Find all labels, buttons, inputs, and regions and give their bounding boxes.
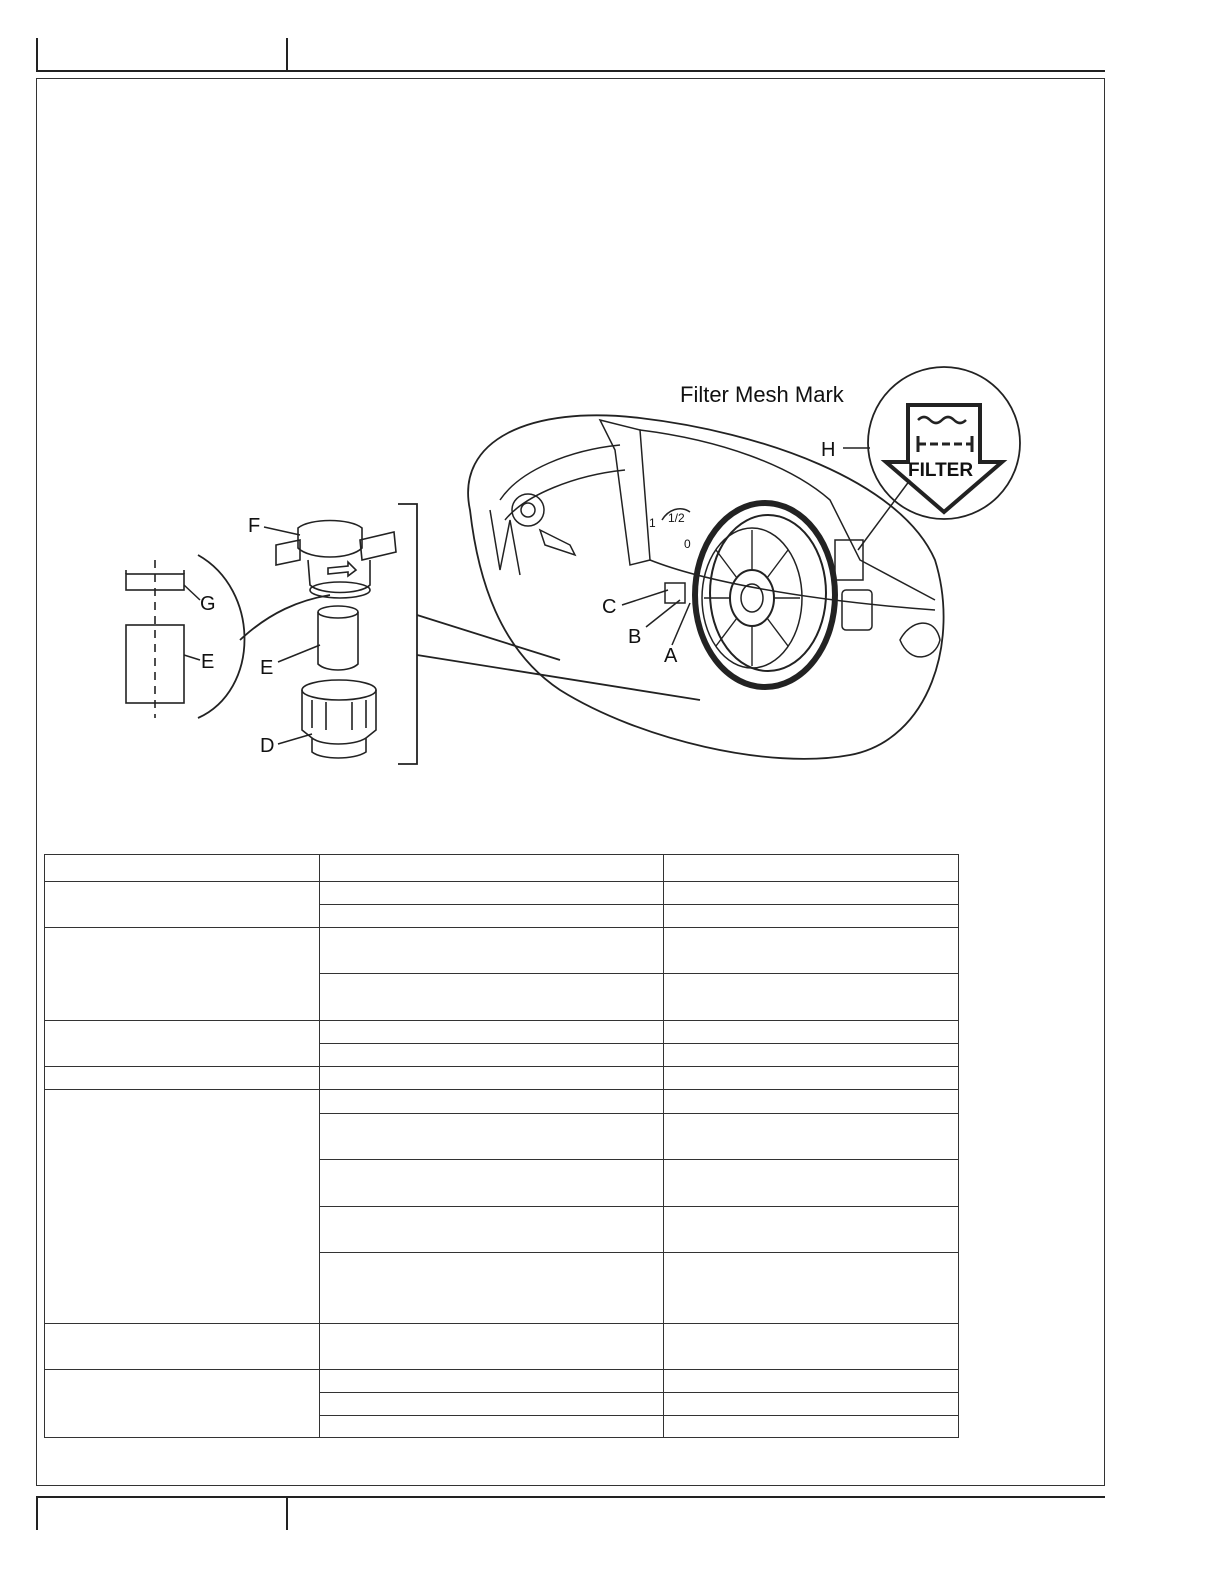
footer-divider-tick: [286, 1496, 288, 1530]
connector-line-top: [417, 615, 560, 660]
table-cell: [45, 1323, 320, 1369]
callout-d: D: [260, 735, 275, 757]
callout-e: E: [260, 657, 274, 679]
callout-b: B: [628, 626, 642, 648]
callout-a: A: [664, 645, 678, 667]
table-cell: [45, 1089, 320, 1323]
filter-head: [298, 521, 362, 558]
filter-arrow-icon: [886, 405, 1002, 512]
spec-table: [44, 854, 959, 1438]
squeegee-bracket: [540, 530, 575, 555]
table-cell: [45, 1066, 320, 1089]
table-cell: [664, 1323, 959, 1369]
table-cell: [320, 1323, 664, 1369]
table-cell: [320, 1043, 664, 1066]
table-cell: [664, 1253, 959, 1323]
table-cell: [320, 1207, 664, 1253]
table-cell: [664, 1089, 959, 1113]
callout-g: G: [200, 593, 216, 615]
exploded-bracket: [398, 504, 417, 764]
callout-c: C: [602, 596, 617, 618]
figure-title: Filter Mesh Mark: [680, 382, 844, 407]
callout-line-f: [264, 527, 300, 535]
table-cell: [320, 1066, 664, 1089]
table-cell: [664, 855, 959, 882]
filter-decal-text: FILTER: [908, 460, 974, 481]
table-cell: [320, 1160, 664, 1207]
table-cell: [664, 1160, 959, 1207]
table-cell: [664, 905, 959, 928]
callout-line-g: [184, 585, 200, 600]
table-cell: [664, 1020, 959, 1043]
table-cell: [664, 1369, 959, 1392]
table-cell: [320, 974, 664, 1020]
table-cell: [320, 855, 664, 882]
table-cell: [320, 1415, 664, 1437]
table-cell: [320, 882, 664, 905]
footer-left-tick: [36, 1496, 38, 1530]
table-cell: [664, 882, 959, 905]
table-cell: [320, 1089, 664, 1113]
table-cell: [45, 855, 320, 882]
filter-mesh-mark: [868, 367, 1020, 519]
filter-housing: [842, 590, 872, 630]
detail-arc: [198, 555, 245, 718]
table-cell: [664, 1113, 959, 1159]
table-cell: [664, 1207, 959, 1253]
table-cell: [664, 1066, 959, 1089]
table-cell: [320, 1113, 664, 1159]
table-cell: [320, 1369, 664, 1392]
filter-screen: [318, 612, 358, 670]
callout-e-section: E: [201, 651, 215, 673]
water-wave-icon: [918, 417, 966, 423]
table-cell: [45, 1020, 320, 1066]
rear-caster: [900, 623, 940, 657]
filter-barb-left: [276, 540, 300, 565]
valve-lever: [665, 583, 685, 603]
callout-line-d: [278, 734, 312, 744]
table-cell: [320, 1253, 664, 1323]
table-cell: [664, 1043, 959, 1066]
table-cell: [664, 974, 959, 1020]
table-cell: [45, 928, 320, 1020]
squeegee-wheel: [512, 494, 544, 526]
callout-h: H: [821, 439, 836, 461]
table-cell: [320, 1020, 664, 1043]
machine-frame-post: [600, 420, 650, 565]
filter-decal-small: [835, 540, 863, 580]
valve-mark-full: 1: [649, 516, 656, 530]
callout-line-c: [622, 590, 668, 605]
table-cell: [664, 1392, 959, 1415]
squeegee-arm: [500, 445, 620, 500]
table-cell: [45, 882, 320, 928]
connector-line-bottom: [417, 655, 700, 700]
table-cell: [664, 928, 959, 974]
valve-mark-off: 0: [684, 537, 691, 551]
table-cell: [320, 905, 664, 928]
filter-barb-right: [360, 532, 396, 560]
callout-f: F: [248, 515, 261, 537]
squeegee-wheel-hub: [521, 503, 535, 517]
table-cell: [45, 1369, 320, 1437]
table-cell: [320, 1392, 664, 1415]
table-cell: [320, 928, 664, 974]
callout-line-b: [646, 600, 680, 627]
drive-wheel: [695, 503, 835, 687]
detail-arc-link: [240, 595, 330, 640]
footer-rule: [36, 1496, 1105, 1498]
flow-arrow-icon: [328, 562, 356, 576]
valve-mark-half: 1/2: [668, 511, 685, 525]
callout-line-a: [672, 603, 690, 645]
callout-line-e: [278, 645, 320, 662]
table-cell: [664, 1415, 959, 1437]
filter-head-body: [308, 560, 370, 593]
callout-line-e-section: [184, 655, 200, 660]
